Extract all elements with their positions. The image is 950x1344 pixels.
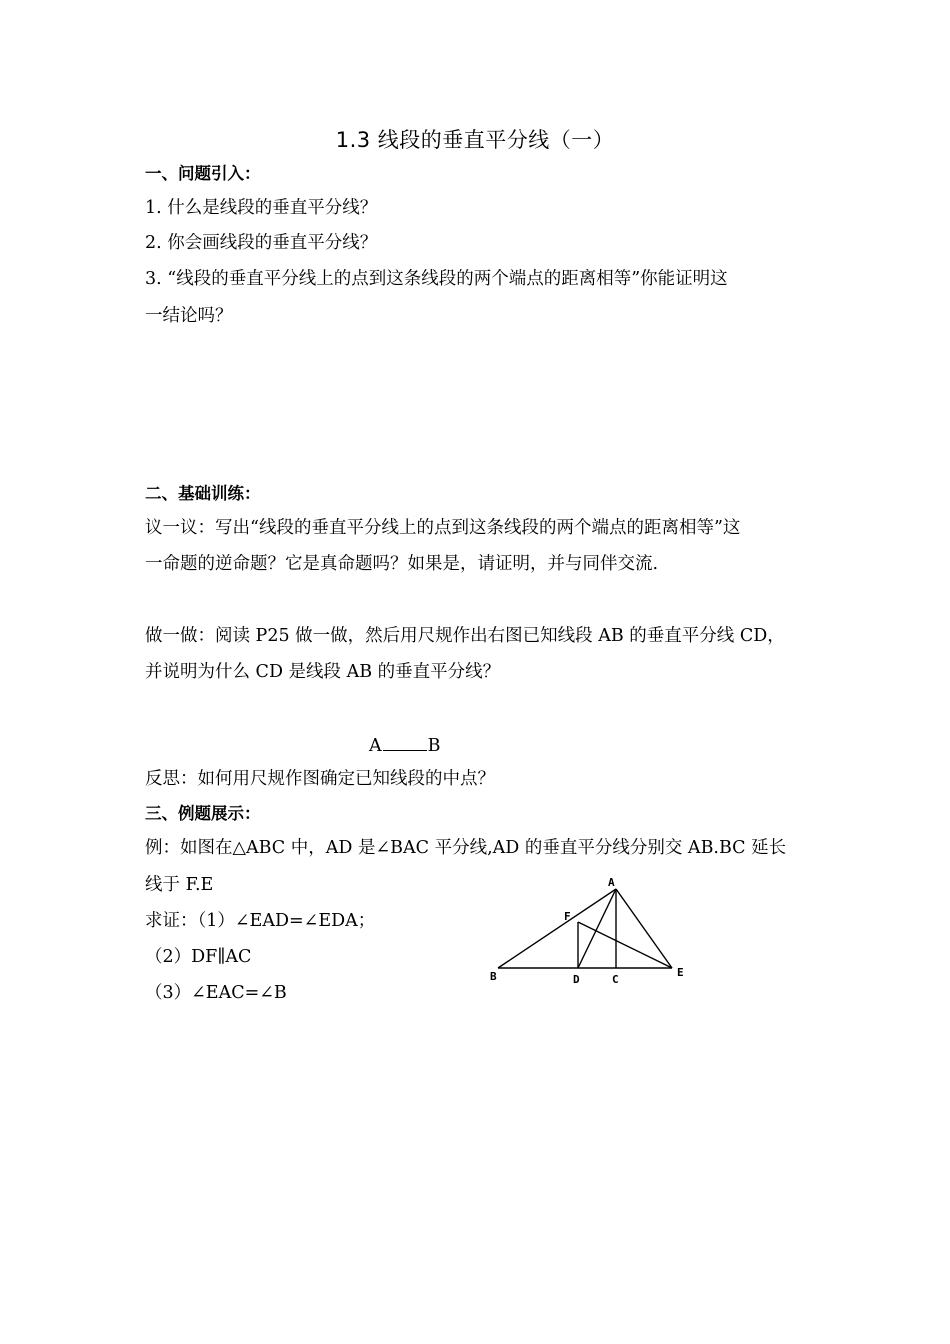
- label-f: F: [564, 910, 571, 923]
- discuss-line2: 一命题的逆命题？它是真命题吗？如果是，请证明，并与同伴交流.: [145, 554, 659, 574]
- segment-line: [383, 733, 427, 751]
- section-heading-intro: 一、问题引入：: [145, 164, 261, 183]
- line-fe: [578, 922, 672, 968]
- line-ad: [578, 889, 616, 968]
- do-line2: 并说明为什么 CD 是线段 AB 的垂直平分线？: [145, 662, 501, 682]
- label-e: E: [677, 966, 684, 979]
- segment-label-b: B: [427, 736, 441, 756]
- example-line2: 线于 F.E: [145, 875, 214, 895]
- example-line1: 例：如图在△ABC 中，AD 是∠BAC 平分线,AD 的垂直平分线分别交 AB.BC 延长: [145, 838, 787, 858]
- discuss-line1: 议一议：写出“线段的垂直平分线上的点到这条线段的两个端点的距离相等”这: [145, 518, 741, 538]
- prove-1: 求证：（1）∠EAD=∠EDA；: [145, 911, 376, 931]
- question-1: 1. 什么是线段的垂直平分线？: [145, 198, 378, 218]
- line-ae: [616, 889, 672, 968]
- prove-3: （3）∠EAC=∠B: [145, 983, 287, 1003]
- geometry-figure: [480, 870, 690, 990]
- label-a: A: [608, 876, 615, 889]
- question-3-line2: 一结论吗？: [145, 306, 233, 326]
- do-line1: 做一做：阅读 P25 做一做，然后用尺规作出右图已知线段 AB 的垂直平分线 CD，: [145, 626, 785, 646]
- label-d: D: [573, 973, 580, 986]
- section-heading-basic: 二、基础训练：: [145, 484, 261, 503]
- prove-2: （2）DF∥AC: [145, 947, 252, 967]
- segment-ab: [369, 733, 441, 756]
- question-3-line1: 3. “线段的垂直平分线上的点到这条线段的两个端点的距离相等”你能证明这: [145, 269, 728, 289]
- line-ba: [498, 889, 616, 968]
- reflect-line: 反思：如何用尺规作图确定已知线段的中点？: [145, 769, 495, 789]
- segment-label-a: A: [369, 736, 382, 756]
- page-title: 1.3 线段的垂直平分线（一）: [335, 128, 615, 152]
- label-c: C: [612, 973, 619, 986]
- question-2: 2. 你会画线段的垂直平分线？: [145, 233, 378, 253]
- label-b: B: [490, 970, 497, 983]
- section-heading-example: 三、例题展示：: [145, 804, 261, 823]
